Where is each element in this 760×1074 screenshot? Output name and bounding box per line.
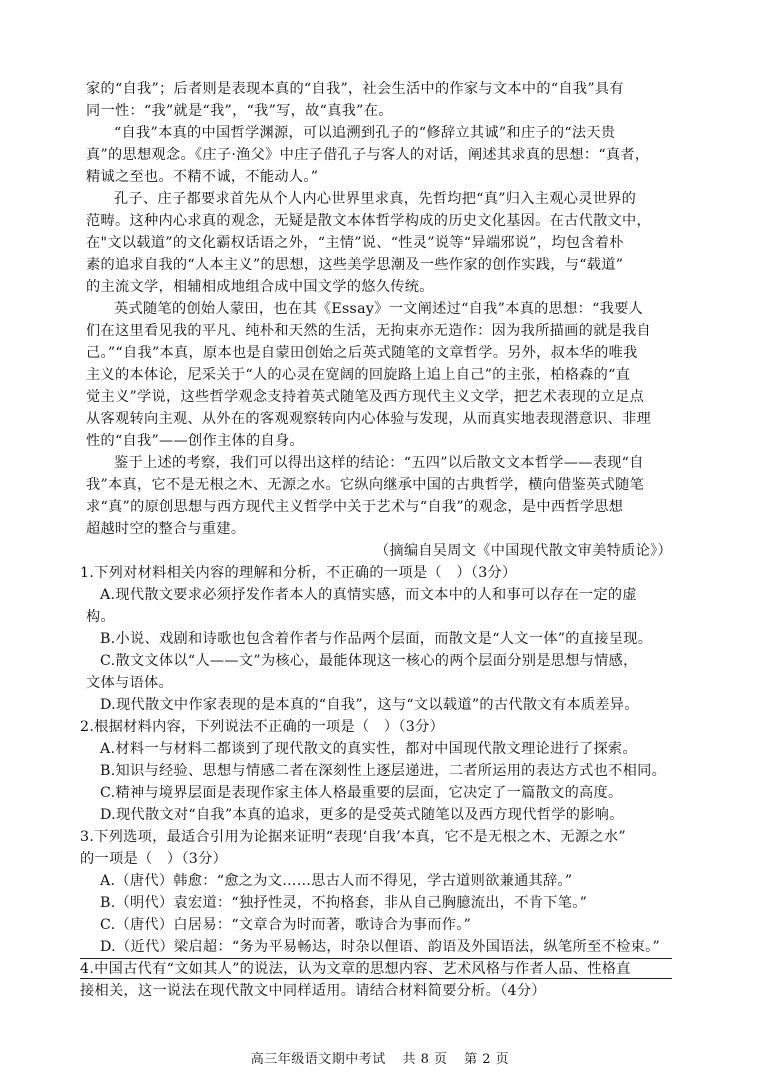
passage-line: 同一性：“我”就是“我”，“我”写，故“真我”在。 — [86, 103, 393, 119]
question-option: B.（明代）袁宏道：“独抒性灵，不拘格套，非从自己胸臆流出，不肯下笔。” — [100, 895, 588, 911]
page-text — [80, 78, 678, 1002]
passage-line: 己。”“自我”本真，原本也是自蒙田创始之后英式随笔的文章哲学。另外，叔本华的唯我 — [86, 345, 638, 361]
question-stem: 3.下列选项，最适合引用为论据来证明“表现‘自我’本真，它不是无根之木、无源之水” — [80, 829, 626, 845]
question-option: C.精神与境界层面是表现作家主体人格最重要的层面，它决定了一篇散文的高度。 — [100, 785, 623, 801]
passage-line: 素的追求自我的“人本主义”的思想，这些美学思潮及一些作家的创作实践，与“载道” — [86, 257, 624, 273]
passage-line: 精诚之至也。不精不诚，不能动人。” — [86, 169, 319, 185]
question-stem: 的一项是（ ）（3分） — [80, 851, 228, 867]
passage-line: 家的“自我”；后者则是表现本真的“自我”，社会生活中的作家与文本中的“自我”具有 — [86, 81, 624, 97]
passage-line: 在"文以载道”的文化霸权话语之外，“主情”说、“性灵”说等“异端邪说”，均包含着朴 — [86, 235, 624, 251]
passage-line: 们在这里看见我的平凡、纯朴和天然的生活，无拘束亦无造作：因为我所描画的就是我自 — [86, 323, 652, 339]
passage-line: 范畴。这种内心求真的观念，无疑是散文本体哲学构成的历史文化基因。在古代散文中， — [86, 213, 652, 229]
passage-line: 从客观转向主观、从外在的客观观察转向内心体验与发现，从而真实地表现潜意识、非理 — [86, 411, 652, 427]
question-option: 构。 — [86, 609, 115, 625]
answer-line — [80, 958, 672, 959]
question-option: C.（唐代）白居易：“文章合为时而著，歌诗合为事而作。” — [100, 917, 472, 933]
passage-line: 鉴于上述的考察，我们可以得出这样的结论：“五四”以后散文文本哲学——表现“自 — [114, 455, 644, 471]
question-stem: 接相关，这一说法在现代散文中同样适用。请结合材料简要分析。（4分） — [80, 983, 546, 999]
question-option: A.（唐代）韩愈：“愈之为文……思古人而不得见，学古道则欲兼通其辞。” — [100, 873, 573, 889]
question-option: D.现代散文中作家表现的是本真的“自我”，这与“文以载道”的古代散文有本质差异。 — [100, 697, 639, 713]
passage-line: 求“真”的原创思想与西方现代主义哲学中关于艺术与“自我”的观念，是中西哲学思想 — [86, 499, 624, 515]
passage-line: 主义的本体论，尼采关于“人的心灵在宽阔的回旋路上追上自己”的主张，柏格森的“直 — [86, 367, 631, 383]
question-option: B.知识与经验、思想与情感二者在深刻性上逐层递进，二者所运用的表达方式也不相同。 — [100, 763, 667, 779]
question-option: 文体与语体。 — [86, 675, 173, 691]
question-stem: 4.中国古代有“文如其人”的说法，认为文章的思想内容、艺术风格与作者人品、性格直 — [80, 961, 631, 977]
question-option: D.（近代）梁启超：“务为平易畅达，时杂以俚语、韵语及外国语法，纵笔所至不检束。” — [100, 939, 661, 955]
page-footer — [0, 1048, 760, 1067]
passage-line: 孔子、庄子都要求首先从个人内心世界里求真，先哲均把“真”归入主观心灵世界的 — [114, 191, 637, 207]
footer-exam-title: 高三年级语文期中考试 — [250, 1052, 386, 1067]
question-option: A.材料一与材料二都谈到了现代散文的真实性，都对中国现代散文理论进行了探索。 — [100, 741, 637, 757]
passage-line: 英式随笔的创始人蒙田，也在其《Essay》一文阐述过“自我”本真的思想：“我要人 — [114, 301, 644, 317]
footer-page-number: 第 2 页 — [464, 1052, 510, 1067]
passage-line: 性的“自我”——创作主体的自身。 — [86, 433, 304, 449]
question-option: D.现代散文对“自我”本真的追求，更多的是受英式随笔以及西方现代哲学的影响。 — [100, 807, 624, 823]
footer-total-pages: 共 8 页 — [402, 1052, 448, 1067]
question-stem: 2.根据材料内容，下列说法不正确的一项是（ ）（3分） — [80, 719, 445, 735]
passage-line: 觉主义”学说，这些哲学观念支持着英式随笔及西方现代主义文学，把艺术表现的立足点 — [86, 389, 645, 405]
passage-line: “自我”本真的中国哲学渊源，可以追溯到孔子的“修辞立其诚”和庄子的“法天贵 — [114, 125, 616, 141]
answer-line — [80, 978, 672, 979]
passage-source: （摘编自吴周文《中国现代散文审美特质论》） — [374, 543, 672, 559]
passage-line: 超越时空的整合与重建。 — [86, 521, 246, 537]
question-option: B.小说、戏剧和诗歌也包含着作者与作品两个层面，而散文是“人文一体”的直接呈现。 — [100, 631, 653, 647]
question-option: C.散文文体以“人——文”为核心，最能体现这一核心的两个层面分别是思想与情感， — [100, 653, 638, 669]
passage-line: 的主流文学，相辅相成地组合成中国文学的悠久传统。 — [86, 279, 434, 295]
passage-line: 真”的思想观念。《庄子·渔父》中庄子借孔子与客人的对话，阐述其求真的思想：“真者， — [86, 147, 650, 163]
question-stem: 1.下列对材料相关内容的理解和分析，不正确的一项是（ ）（3分） — [80, 565, 517, 581]
passage-line: 我”本真，它不是无根之木、无源之水。它纵向继承中国的古典哲学，横向借鉴英式随笔 — [86, 477, 645, 493]
question-option: A.现代散文要求必须抒发作者本人的真情实感，而文本中的人和事可以存在一定的虚 — [100, 587, 637, 603]
